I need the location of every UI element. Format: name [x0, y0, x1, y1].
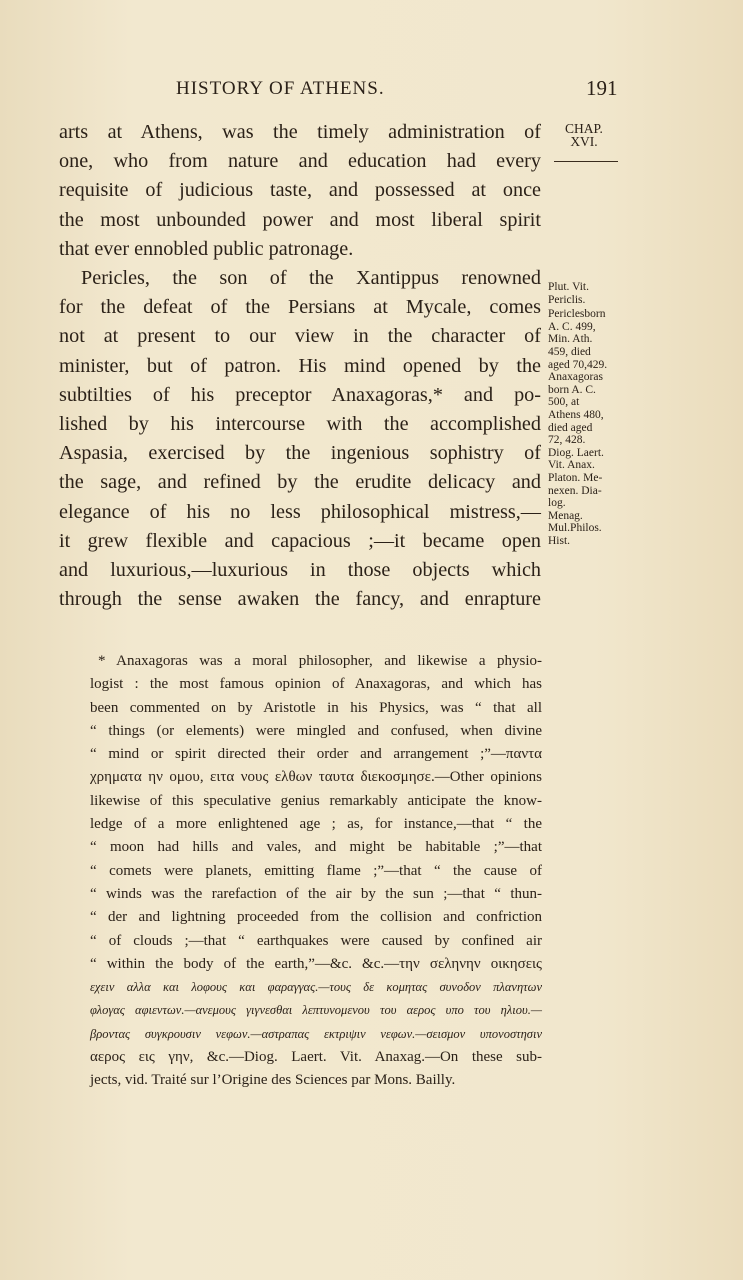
main-text	[59, 118, 541, 614]
body-line: it grew flexible and capacious ;—it became open	[59, 529, 541, 552]
body-line: that ever ennobled public patronage.	[59, 237, 354, 260]
margin-note-line: Mul.Philos.	[548, 522, 602, 535]
body-line: lished by his intercourse with the accomplished	[59, 413, 541, 436]
footnote-line: ledge of a more enlightened age ; as, for instance,—that “ the	[90, 816, 542, 833]
body-line: elegance of his no less philosophical mistress,—	[59, 500, 541, 523]
running-title: HISTORY OF ATHENS.	[176, 78, 385, 99]
body-paragraphs	[59, 118, 541, 614]
body-line: not at present to our view in the character of	[59, 325, 541, 348]
margin-note-line: Min. Ath.	[548, 333, 593, 346]
margin-note-line: aged 70,429.	[548, 358, 608, 371]
margin-note-line: Hist.	[548, 534, 571, 547]
body-line: requisite of judicious taste, and possessed at once	[59, 179, 541, 202]
footnote-line: βροντας συγκρουσιν νεφων.—αστραπας εκτριψιν νεφων.—σεισμον υπονοστησιν	[90, 1026, 542, 1041]
margin-note-line: born A. C.	[548, 383, 596, 396]
body-line: Aspasia, exercised by the ingenious sophistry of	[59, 442, 541, 465]
margin-notes	[548, 122, 628, 547]
margin-note-line: Plut. Vit.	[548, 281, 589, 293]
footnote-line: been commented on by Aristotle in his Physics, was “ that all	[90, 699, 542, 716]
footnote-line: εχειν αλλα και λοφους και φαραγγας.—τους δε κομητας συνοδον πλανητων	[90, 980, 542, 995]
footnote-line: likewise of this speculative genius remarkably anticipate the know-	[90, 792, 542, 809]
footnote-line: “ of clouds ;—that “ earthquakes were caused by confined air	[90, 932, 542, 949]
footnote-line: χρηματα ην ομου, ειτα νους ελθων ταυτα διεκοσμησε.—Other opinions	[90, 769, 542, 786]
footnote-line: “ mind or spirit directed their order and arrangement ;”—παντα	[90, 746, 542, 763]
footnote-line: “ things (or elements) were mingled and confused, when divine	[90, 722, 542, 739]
page-header	[0, 78, 743, 108]
footnote-line: “ within the body of the earth,”—&c. &c.—την σεληνην οικησεις	[90, 955, 542, 972]
body-line: subtilties of his preceptor Anaxagoras,* and po-	[59, 383, 541, 406]
footnote-line: “ winds was the rarefaction of the air by the sun ;—that “ thun-	[90, 885, 542, 902]
body-line: minister, but of patron. His mind opened by the	[59, 354, 541, 377]
body-line: the most unbounded power and most liberal spirit	[59, 208, 541, 231]
chapter-rule	[554, 161, 618, 162]
footnote-line: “ der and lightning proceeded from the collision and confriction	[90, 909, 542, 926]
body-line: the sage, and refined by the erudite delicacy and	[59, 471, 541, 494]
margin-note-line: Platon. Me-	[548, 471, 603, 484]
margin-note-line: A. C. 499,	[548, 320, 596, 333]
margin-note-line: Periclesborn	[548, 308, 606, 321]
footnote-line: “ moon had hills and vales, and might be habitable ;”—that	[90, 839, 542, 856]
body-line: arts at Athens, was the timely administration of	[59, 121, 541, 143]
body-line: through the sense awaken the fancy, and enrapture	[59, 588, 541, 611]
chapter-number: XVI.	[570, 134, 598, 149]
margin-note-line: log.	[548, 497, 566, 510]
footnote-line: “ comets were planets, emitting flame ;”—that “ the cause of	[90, 862, 542, 879]
margin-note-line: died aged	[548, 421, 593, 434]
margin-note-line: Athens 480,	[548, 408, 604, 421]
footnote-line: αερος εις γην, &c.—Diog. Laert. Vit. Anaxag.—On these sub-	[90, 1049, 542, 1066]
chapter-label: CHAP.	[565, 121, 603, 136]
footnote-line: logist : the most famous opinion of Anaxagoras, and which has	[90, 676, 542, 693]
margin-note-line: 72, 428.	[548, 434, 586, 447]
margin-note-line: Anaxagoras	[548, 371, 603, 384]
body-line: and luxurious,—luxurious in those objects which	[59, 559, 541, 582]
side-notes	[548, 281, 628, 547]
footnote-line: φλογας αφιεντων.—ανεμους γιγνεσθαι λεπτυνομενου του αερος υπο του ηλιου.—	[90, 1003, 542, 1018]
margin-note-line: 459, died	[548, 345, 591, 358]
footnote-line: * Anaxagoras was a moral philosopher, and likewise a physio-	[98, 653, 542, 669]
body-line: Pericles, the son of the Xantippus renowned	[81, 267, 541, 290]
margin-note-line: Menag.	[548, 509, 583, 522]
page-number: 191	[586, 76, 618, 100]
margin-note-line: 500, at	[548, 396, 580, 409]
margin-note-line: Vit. Anax.	[548, 459, 595, 472]
margin-note-line: nexen. Dia-	[548, 484, 602, 497]
margin-note-line: Diog. Laert.	[548, 446, 604, 459]
body-line: for the defeat of the Persians at Mycale, comes	[59, 296, 541, 319]
body-line: one, who from nature and education had every	[59, 150, 541, 173]
footnote-line: jects, vid. Traité sur l’Origine des Sciences par Mons. Bailly.	[90, 1072, 456, 1089]
margin-note-line: Periclis.	[548, 293, 586, 306]
footnote	[90, 650, 542, 1093]
footnote-lines	[90, 650, 542, 1093]
